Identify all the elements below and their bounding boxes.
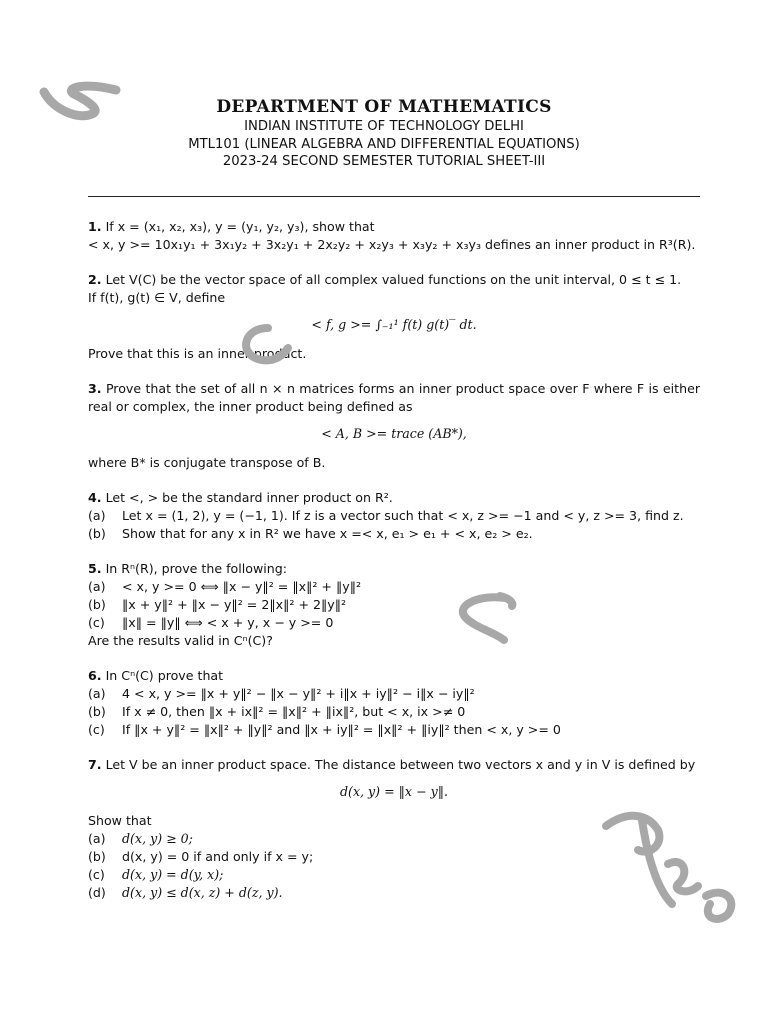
question-2-line-1 xyxy=(88,271,700,289)
item-label: (c) xyxy=(88,615,105,630)
question-number: 1. xyxy=(88,219,102,234)
question-number: 4. xyxy=(88,490,102,505)
item-label: (a) xyxy=(88,579,106,594)
item-text: Let x = (1, 2), y = (−1, 1). If z is a vector such that < x, z >= −1 and < y, z >= 3, find z. xyxy=(122,508,684,523)
question-number: 2. xyxy=(88,272,102,287)
item-text: d(x, y) = d(y, x); xyxy=(122,867,224,882)
question-1 xyxy=(88,218,700,254)
distance-definition-equation: d(x, y) = ‖x − y‖. xyxy=(339,784,449,799)
question-text: In Cⁿ(C) prove that xyxy=(105,668,224,683)
handwritten-mark-right xyxy=(448,588,528,648)
institute-name: INDIAN INSTITUTE OF TECHNOLOGY DELHI xyxy=(244,119,524,134)
question-6 xyxy=(88,667,700,739)
item-text: 4 < x, y >= ‖x + y‖² − ‖x − y‖² + i‖x + iy‖² − i‖x − iy‖² xyxy=(122,686,475,701)
item-text: If ‖x + y‖² = ‖x‖² + ‖y‖² and ‖x + iy‖² = ‖x‖² + ‖iy‖² then < x, y >= 0 xyxy=(122,722,561,737)
question-5-followup: Are the results valid in Cⁿ(C)? xyxy=(88,633,273,648)
question-6-line-1 xyxy=(88,667,700,685)
item-text: Show that for any x in R² we have x =< x, e₁ > e₁ + < x, e₂ > e₂. xyxy=(122,526,533,541)
question-text: Let V(C) be the vector space of all complex valued functions on the unit interval, 0 ≤ t ≤ 1. xyxy=(105,272,682,287)
sub-item xyxy=(88,578,700,596)
question-4 xyxy=(88,489,700,543)
sub-item xyxy=(88,703,700,721)
question-number: 7. xyxy=(88,757,102,772)
sub-item xyxy=(88,507,700,525)
item-label: (c) xyxy=(88,722,105,737)
question-2-line-2: If f(t), g(t) ∈ V, define xyxy=(88,290,226,305)
question-text: In Rⁿ(R), prove the following: xyxy=(105,561,287,576)
question-2-conclusion: Prove that this is an inner product. xyxy=(88,346,307,361)
item-text: ‖x + y‖² + ‖x − y‖² = 2‖x‖² + 2‖y‖² xyxy=(122,597,347,612)
sub-item xyxy=(88,721,700,739)
item-text: < x, y >= 0 ⟺ ‖x − y‖² = ‖x‖² + ‖y‖² xyxy=(122,579,362,594)
item-label: (b) xyxy=(88,704,106,719)
course-title: MTL101 (LINEAR ALGEBRA AND DIFFERENTIAL EQUATIONS) xyxy=(188,136,580,152)
handwritten-mark-top-left xyxy=(30,70,130,140)
sub-item xyxy=(88,525,700,543)
sub-item xyxy=(88,614,700,632)
question-5 xyxy=(88,560,700,650)
inner-product-integral-equation: < f, g >= ∫₋₁¹ f(t) g(t)‾ dt. xyxy=(311,317,477,332)
item-label: (a) xyxy=(88,686,106,701)
header-divider xyxy=(88,196,700,197)
department-title: DEPARTMENT OF MATHEMATICS xyxy=(216,97,552,117)
question-1-line-2: < x, y >= 10x₁y₁ + 3x₁y₂ + 3x₂y₁ + 2x₂y₂ + x₂y₃ + x₃y₂ + x₃y₃ defines an inner product in R³(R). xyxy=(88,237,696,252)
question-7-show-that: Show that xyxy=(88,813,152,828)
sub-item xyxy=(88,596,700,614)
question-number: 3. xyxy=(88,381,102,396)
sheet-title: 2023-24 SECOND SEMESTER TUTORIAL SHEET-III xyxy=(222,154,546,169)
handwritten-mark-middle xyxy=(232,318,302,378)
item-label: (b) xyxy=(88,849,106,864)
question-text: Let <, > be the standard inner product on R². xyxy=(105,490,393,505)
question-4-line-1 xyxy=(88,489,700,507)
question-7-line-1 xyxy=(88,756,700,774)
item-text: d(x, y) ≥ 0; xyxy=(122,831,193,846)
question-1-line-1 xyxy=(88,218,700,236)
item-text: If x ≠ 0, then ‖x + ix‖² = ‖x‖² + ‖ix‖², but < x, ix >≠ 0 xyxy=(122,704,466,719)
question-number: 6. xyxy=(88,668,102,683)
question-3-line-1 xyxy=(88,380,700,416)
trace-inner-product-equation: < A, B >= trace (AB*), xyxy=(321,426,467,441)
sub-item xyxy=(88,685,700,703)
item-label: (a) xyxy=(88,831,106,846)
question-number: 5. xyxy=(88,561,102,576)
item-label: (c) xyxy=(88,867,105,882)
question-3-conclusion: where B* is conjugate transpose of B. xyxy=(88,455,326,470)
question-2 xyxy=(88,271,700,363)
item-label: (a) xyxy=(88,508,106,523)
item-text: d(x, y) ≤ d(x, z) + d(z, y). xyxy=(122,885,283,900)
item-text: ‖x‖ = ‖y‖ ⟺ < x + y, x − y >= 0 xyxy=(122,615,334,630)
handwritten-signature-bottom-right xyxy=(598,800,748,930)
item-label: (b) xyxy=(88,526,106,541)
item-label: (b) xyxy=(88,597,106,612)
question-text: Prove that the set of all n × n matrices forms an inner product space over F where F is either real or complex, the inner product being defined as xyxy=(88,381,700,414)
question-5-line-1 xyxy=(88,560,700,578)
item-text: d(x, y) = 0 if and only if x = y; xyxy=(122,849,314,864)
question-text: If x = (x₁, x₂, x₃), y = (y₁, y₂, y₃), show that xyxy=(105,219,375,234)
question-3 xyxy=(88,380,700,472)
item-label: (d) xyxy=(88,885,106,900)
question-text: Let V be an inner product space. The distance between two vectors x and y in V is defined by xyxy=(105,757,696,772)
